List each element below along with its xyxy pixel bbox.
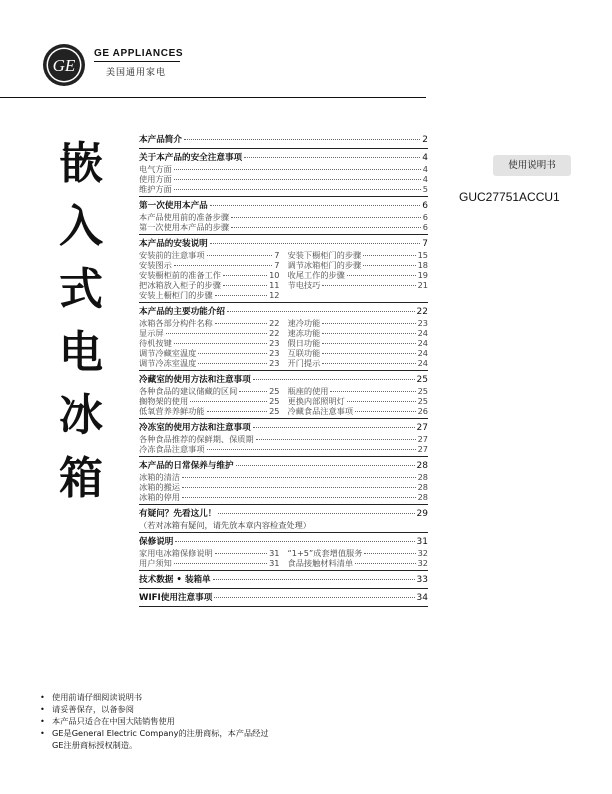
toc-page-number: 31	[416, 537, 428, 547]
toc-section	[139, 134, 428, 149]
dot-leader	[184, 139, 420, 140]
toc-entry-title: 冷冻室的使用方法和注意事项	[139, 423, 251, 433]
dot-leader	[322, 285, 415, 286]
dot-leader	[166, 333, 268, 334]
toc-section-row	[139, 508, 428, 520]
dot-leader	[244, 157, 420, 158]
dot-leader	[322, 323, 415, 324]
toc-page-number: 27	[416, 423, 428, 433]
toc-entry	[288, 338, 429, 348]
dot-leader	[182, 497, 416, 498]
dot-leader	[198, 353, 267, 354]
toc-entry-title: 各种食品推荐的保鲜期、保质期	[139, 434, 254, 444]
toc-entry-title: 冷冻食品注意事项	[139, 444, 205, 454]
model-number: GUC27751ACCU1	[459, 190, 560, 204]
toc-entry	[139, 212, 428, 222]
toc-section	[139, 574, 428, 589]
toc-entry	[139, 250, 280, 260]
toc-entry-title: 家用电冰箱保修说明	[139, 548, 213, 558]
toc-page-number: 6	[422, 222, 428, 232]
toc-entry	[139, 260, 280, 270]
toc-entry	[288, 280, 429, 290]
toc-entry	[288, 348, 429, 358]
toc-left-column	[139, 386, 280, 416]
title-char: 箱	[59, 453, 103, 504]
dot-leader	[231, 217, 421, 218]
toc-entry	[288, 270, 429, 280]
toc-page-number: 27	[417, 444, 428, 454]
toc-entry-title: 安装下橱柜门的步骤	[287, 250, 362, 260]
toc-section-row	[139, 200, 428, 212]
toc-entry-title: 关于本产品的安全注意事项	[139, 153, 243, 163]
toc-page-number: 25	[269, 396, 280, 406]
toc-entry	[139, 328, 280, 338]
toc-page-number: 28	[416, 461, 428, 471]
toc-entry-title: 冰箱各部分构件名称	[139, 318, 213, 328]
toc-left-column	[139, 250, 280, 300]
toc-entry-title: 待机按键	[139, 338, 172, 348]
bullet-icon: •	[40, 704, 45, 714]
toc-entry	[139, 348, 280, 358]
toc-two-column	[139, 250, 428, 300]
toc-entry	[288, 548, 429, 558]
title-char: 入	[59, 201, 103, 252]
toc-entry-title: 有疑问？先看这儿！	[139, 509, 217, 519]
brand-name-en: GE APPLIANCES	[94, 48, 184, 59]
toc-entry	[139, 174, 428, 184]
dot-leader	[210, 243, 421, 244]
dot-leader	[218, 513, 414, 514]
toc-entry-title: 保修说明	[139, 537, 174, 547]
dot-leader	[182, 477, 416, 478]
toc-entry	[288, 558, 429, 568]
toc-entry-title: 显示屏	[139, 328, 164, 338]
toc-entry-title: WIFI使用注意事项	[139, 593, 213, 603]
toc-two-column	[139, 386, 428, 416]
dot-leader	[227, 311, 415, 312]
toc-entry-title: 假日功能	[287, 338, 321, 348]
toc-right-column	[288, 250, 429, 300]
logo-text: GE	[52, 56, 76, 75]
dot-leader	[174, 563, 267, 564]
notice-item	[40, 727, 277, 751]
toc-page-number: 15	[417, 250, 428, 260]
toc-page-number: 7	[274, 260, 280, 270]
toc-page-number: 28	[417, 492, 428, 502]
toc-entry-title: 速冷功能	[287, 318, 321, 328]
notice-text: 请妥善保存，以备参阅	[52, 704, 134, 714]
toc-right-column	[288, 318, 429, 368]
toc-entry-title: 冷藏食品注意事项	[287, 406, 354, 416]
toc-page-number: 25	[417, 396, 428, 406]
toc-entry-title: 本产品的安装说明	[139, 239, 208, 249]
toc-entry-title: 搁物架的使用	[139, 396, 189, 406]
toc-section	[139, 152, 428, 197]
dot-leader	[174, 169, 421, 170]
toc-two-column	[139, 318, 428, 368]
toc-entry-title: 冰箱的清洁	[139, 472, 180, 482]
toc-entry-title: 冰箱的搬运	[139, 482, 180, 492]
toc-entry-title: 速冻功能	[287, 328, 321, 338]
toc-page-number: 10	[269, 270, 280, 280]
toc-entry-title: 低氧营养养鲜功能	[139, 406, 205, 416]
ge-logo	[42, 43, 86, 87]
toc-page-number: 25	[417, 386, 428, 396]
toc-entry	[139, 184, 428, 194]
dot-leader	[174, 265, 273, 266]
notice-item	[40, 703, 277, 715]
toc-section-row	[139, 592, 428, 604]
toc-page-number: 24	[417, 328, 428, 338]
toc-right-column	[288, 548, 429, 568]
toc-page-number: 22	[269, 318, 280, 328]
title-char: 电	[59, 327, 103, 378]
toc-entry-title: 本产品简介	[139, 135, 182, 145]
toc-entry-title: 本产品的主要功能介绍	[139, 307, 225, 317]
dot-leader	[347, 401, 416, 402]
dot-leader	[210, 205, 421, 206]
toc-page-number: 4	[422, 153, 428, 163]
toc-entry	[139, 338, 280, 348]
toc-entry-title: 维护方面	[139, 184, 172, 194]
title-char: 式	[59, 264, 103, 315]
dot-leader	[175, 541, 414, 542]
header-rule	[0, 97, 426, 98]
toc-page-number: 23	[269, 348, 280, 358]
notice-item	[40, 715, 277, 727]
toc-entry	[139, 386, 280, 396]
toc-entry-title: 电气方面	[139, 164, 172, 174]
toc-entry	[288, 386, 429, 396]
toc-page-number: 26	[417, 406, 428, 416]
dot-leader	[174, 343, 267, 344]
toc-page-number: 2	[422, 135, 428, 145]
toc-page-number: 18	[417, 260, 428, 270]
toc-page-number: 23	[417, 318, 428, 328]
toc-section	[139, 374, 428, 419]
toc-entry	[288, 328, 429, 338]
dot-leader	[174, 179, 421, 180]
toc-page-number: 24	[417, 358, 428, 368]
toc-entry	[139, 280, 280, 290]
dot-leader	[182, 487, 416, 488]
dot-leader	[347, 275, 416, 276]
toc-entry-title: 互联功能	[287, 348, 321, 358]
dot-leader	[223, 275, 267, 276]
toc-section-row	[139, 422, 428, 434]
dot-leader	[213, 579, 415, 580]
dot-leader	[322, 333, 415, 334]
notice-text: 使用前请仔细阅读说明书	[52, 692, 143, 702]
toc-entry-title: 各种食品的建议储藏的区间	[139, 386, 238, 396]
document-title	[52, 132, 110, 510]
toc-entry-title: 本产品的日常保养与维护	[139, 461, 234, 471]
dot-leader	[253, 379, 415, 380]
title-char: 嵌	[59, 138, 103, 189]
toc-two-column	[139, 548, 428, 568]
dot-leader	[215, 553, 267, 554]
toc-section-row	[139, 374, 428, 386]
dot-leader	[355, 411, 416, 412]
toc-section	[139, 306, 428, 371]
toc-entry	[139, 406, 280, 416]
dot-leader	[322, 343, 415, 344]
toc-entry	[139, 548, 280, 558]
dot-leader	[198, 363, 267, 364]
bullet-icon: •	[40, 728, 45, 738]
toc-page-number: 7	[422, 239, 428, 249]
toc-entry	[288, 358, 429, 368]
toc-note: （若对冰箱有疑问，请先放本章内容检查处理）	[139, 520, 311, 530]
toc-entry	[139, 558, 280, 568]
dot-leader	[363, 265, 415, 266]
toc-left-column	[139, 548, 280, 568]
toc-entry	[139, 290, 280, 300]
dot-leader	[215, 323, 267, 324]
toc-entry-title: 冰箱的停用	[139, 492, 180, 502]
dot-leader	[207, 255, 273, 256]
toc-section	[139, 422, 428, 457]
toc-entry-title: 调节冷藏室温度	[139, 348, 197, 358]
toc-entry-title: 安装前的注意事项	[139, 250, 205, 260]
dot-leader	[330, 391, 415, 392]
dot-leader	[253, 427, 415, 428]
dot-leader	[256, 439, 416, 440]
toc-page-number: 22	[269, 328, 280, 338]
toc-page-number: 31	[269, 558, 280, 568]
dot-leader	[190, 401, 267, 402]
toc-section	[139, 460, 428, 505]
toc-page-number: 34	[416, 593, 428, 603]
toc-page-number: 22	[416, 307, 428, 317]
toc-right-column	[288, 386, 429, 416]
toc-page-number: 24	[417, 348, 428, 358]
notice-list	[40, 691, 277, 751]
bullet-icon: •	[40, 716, 45, 726]
toc-page-number: 27	[417, 434, 428, 444]
toc-page-number: 33	[416, 575, 428, 585]
dot-leader	[223, 285, 267, 286]
toc-entry-title: 使用方面	[139, 174, 172, 184]
toc-page-number: 24	[417, 338, 428, 348]
toc-section-row	[139, 238, 428, 250]
toc-page-number: 12	[269, 290, 280, 300]
toc-page-number: 25	[269, 406, 280, 416]
toc-entry	[139, 396, 280, 406]
toc-page-number: 25	[269, 386, 280, 396]
toc-entry-title: 第一次使用本产品	[139, 201, 208, 211]
toc-entry	[139, 492, 428, 502]
toc-page-number: 25	[416, 375, 428, 385]
bullet-icon: •	[40, 692, 45, 702]
toc-section-row	[139, 460, 428, 472]
toc-entry-title: 食品接触材料清单	[287, 558, 354, 568]
toc-entry	[139, 358, 280, 368]
toc-entry	[139, 164, 428, 174]
toc-entry	[139, 482, 428, 492]
toc-entry-title: 调节冰箱柜门的步骤	[287, 260, 362, 270]
toc-section	[139, 592, 428, 607]
toc-section-row	[139, 134, 428, 146]
toc-page-number: 4	[422, 164, 428, 174]
dot-leader	[355, 563, 416, 564]
toc-entry	[288, 250, 429, 260]
toc-page-number: 23	[269, 358, 280, 368]
dot-leader	[207, 411, 268, 412]
toc-entry	[139, 318, 280, 328]
dot-leader	[215, 295, 267, 296]
notice-text: 本产品只适合在中国大陆销售使用	[52, 716, 175, 726]
dot-leader	[231, 227, 421, 228]
manual-badge: 使用说明书	[493, 155, 571, 176]
toc-section-row	[139, 574, 428, 586]
toc-entry-title: 节电技巧	[287, 280, 321, 290]
toc-entry	[288, 406, 429, 416]
toc-page-number: 4	[422, 174, 428, 184]
dot-leader	[236, 465, 415, 466]
toc-entry-title: 用户须知	[139, 558, 172, 568]
dot-leader	[174, 189, 421, 190]
toc-page-number: 5	[422, 184, 428, 194]
dot-leader	[239, 391, 267, 392]
toc-page-number: 6	[422, 201, 428, 211]
toc-page-number: 32	[417, 558, 428, 568]
toc-entry	[139, 270, 280, 280]
toc-page-number: 31	[269, 548, 280, 558]
table-of-contents	[139, 134, 428, 610]
notice-item	[40, 691, 277, 703]
toc-page-number: 21	[417, 280, 428, 290]
toc-entry-title: 更换内部照明灯	[287, 396, 345, 406]
toc-entry-title: 瓶座的使用	[287, 386, 329, 396]
toc-page-number: 7	[274, 250, 280, 260]
dot-leader	[364, 553, 415, 554]
toc-entry-title: 第一次使用本产品的步骤	[139, 222, 230, 232]
dot-leader	[322, 353, 415, 354]
toc-entry	[139, 472, 428, 482]
toc-entry-title: “1+5”成套增值服务	[287, 548, 363, 558]
toc-entry-title: 开门提示	[287, 358, 321, 368]
toc-entry	[139, 434, 428, 444]
toc-section-row	[139, 536, 428, 548]
toc-entry-title: 收尾工作的步骤	[287, 270, 345, 280]
toc-section-row	[139, 306, 428, 318]
toc-page-number: 28	[417, 482, 428, 492]
dot-leader	[207, 449, 416, 450]
toc-entry-title: 本产品使用前的准备步骤	[139, 212, 230, 222]
toc-entry-title: 技术数据 • 装箱单	[139, 575, 211, 585]
toc-section-row	[139, 152, 428, 164]
toc-left-column	[139, 318, 280, 368]
toc-page-number: 6	[422, 212, 428, 222]
toc-entry-title: 安装上橱柜门的步骤	[139, 290, 213, 300]
toc-page-number: 28	[417, 472, 428, 482]
notice-text: GE是General Electric Company的注册商标，本产品经过GE注册商标授权制造。	[52, 728, 269, 750]
toc-entry	[288, 396, 429, 406]
toc-entry	[288, 318, 429, 328]
toc-entry-title: 冷藏室的使用方法和注意事项	[139, 375, 251, 385]
toc-section	[139, 200, 428, 235]
brand-name-cn: 美国通用家电	[106, 68, 167, 78]
toc-section	[139, 508, 428, 533]
toc-entry-title: 调节冷冻室温度	[139, 358, 197, 368]
toc-entry-title: 安装橱柜前的准备工作	[139, 270, 221, 280]
dot-leader	[322, 363, 415, 364]
toc-entry-title: 把冰箱放入柜子的步骤	[139, 280, 221, 290]
toc-page-number: 32	[417, 548, 428, 558]
brand-divider	[94, 61, 180, 62]
title-char: 冰	[59, 390, 103, 441]
toc-entry	[288, 260, 429, 270]
toc-page-number: 11	[269, 280, 280, 290]
dot-leader	[363, 255, 415, 256]
toc-entry-title: 安装图示	[139, 260, 172, 270]
toc-page-number: 23	[269, 338, 280, 348]
toc-section	[139, 238, 428, 303]
toc-entry	[139, 222, 428, 232]
dot-leader	[214, 597, 414, 598]
toc-page-number: 29	[416, 509, 428, 519]
toc-entry	[139, 444, 428, 454]
toc-section	[139, 536, 428, 571]
toc-page-number: 19	[417, 270, 428, 280]
